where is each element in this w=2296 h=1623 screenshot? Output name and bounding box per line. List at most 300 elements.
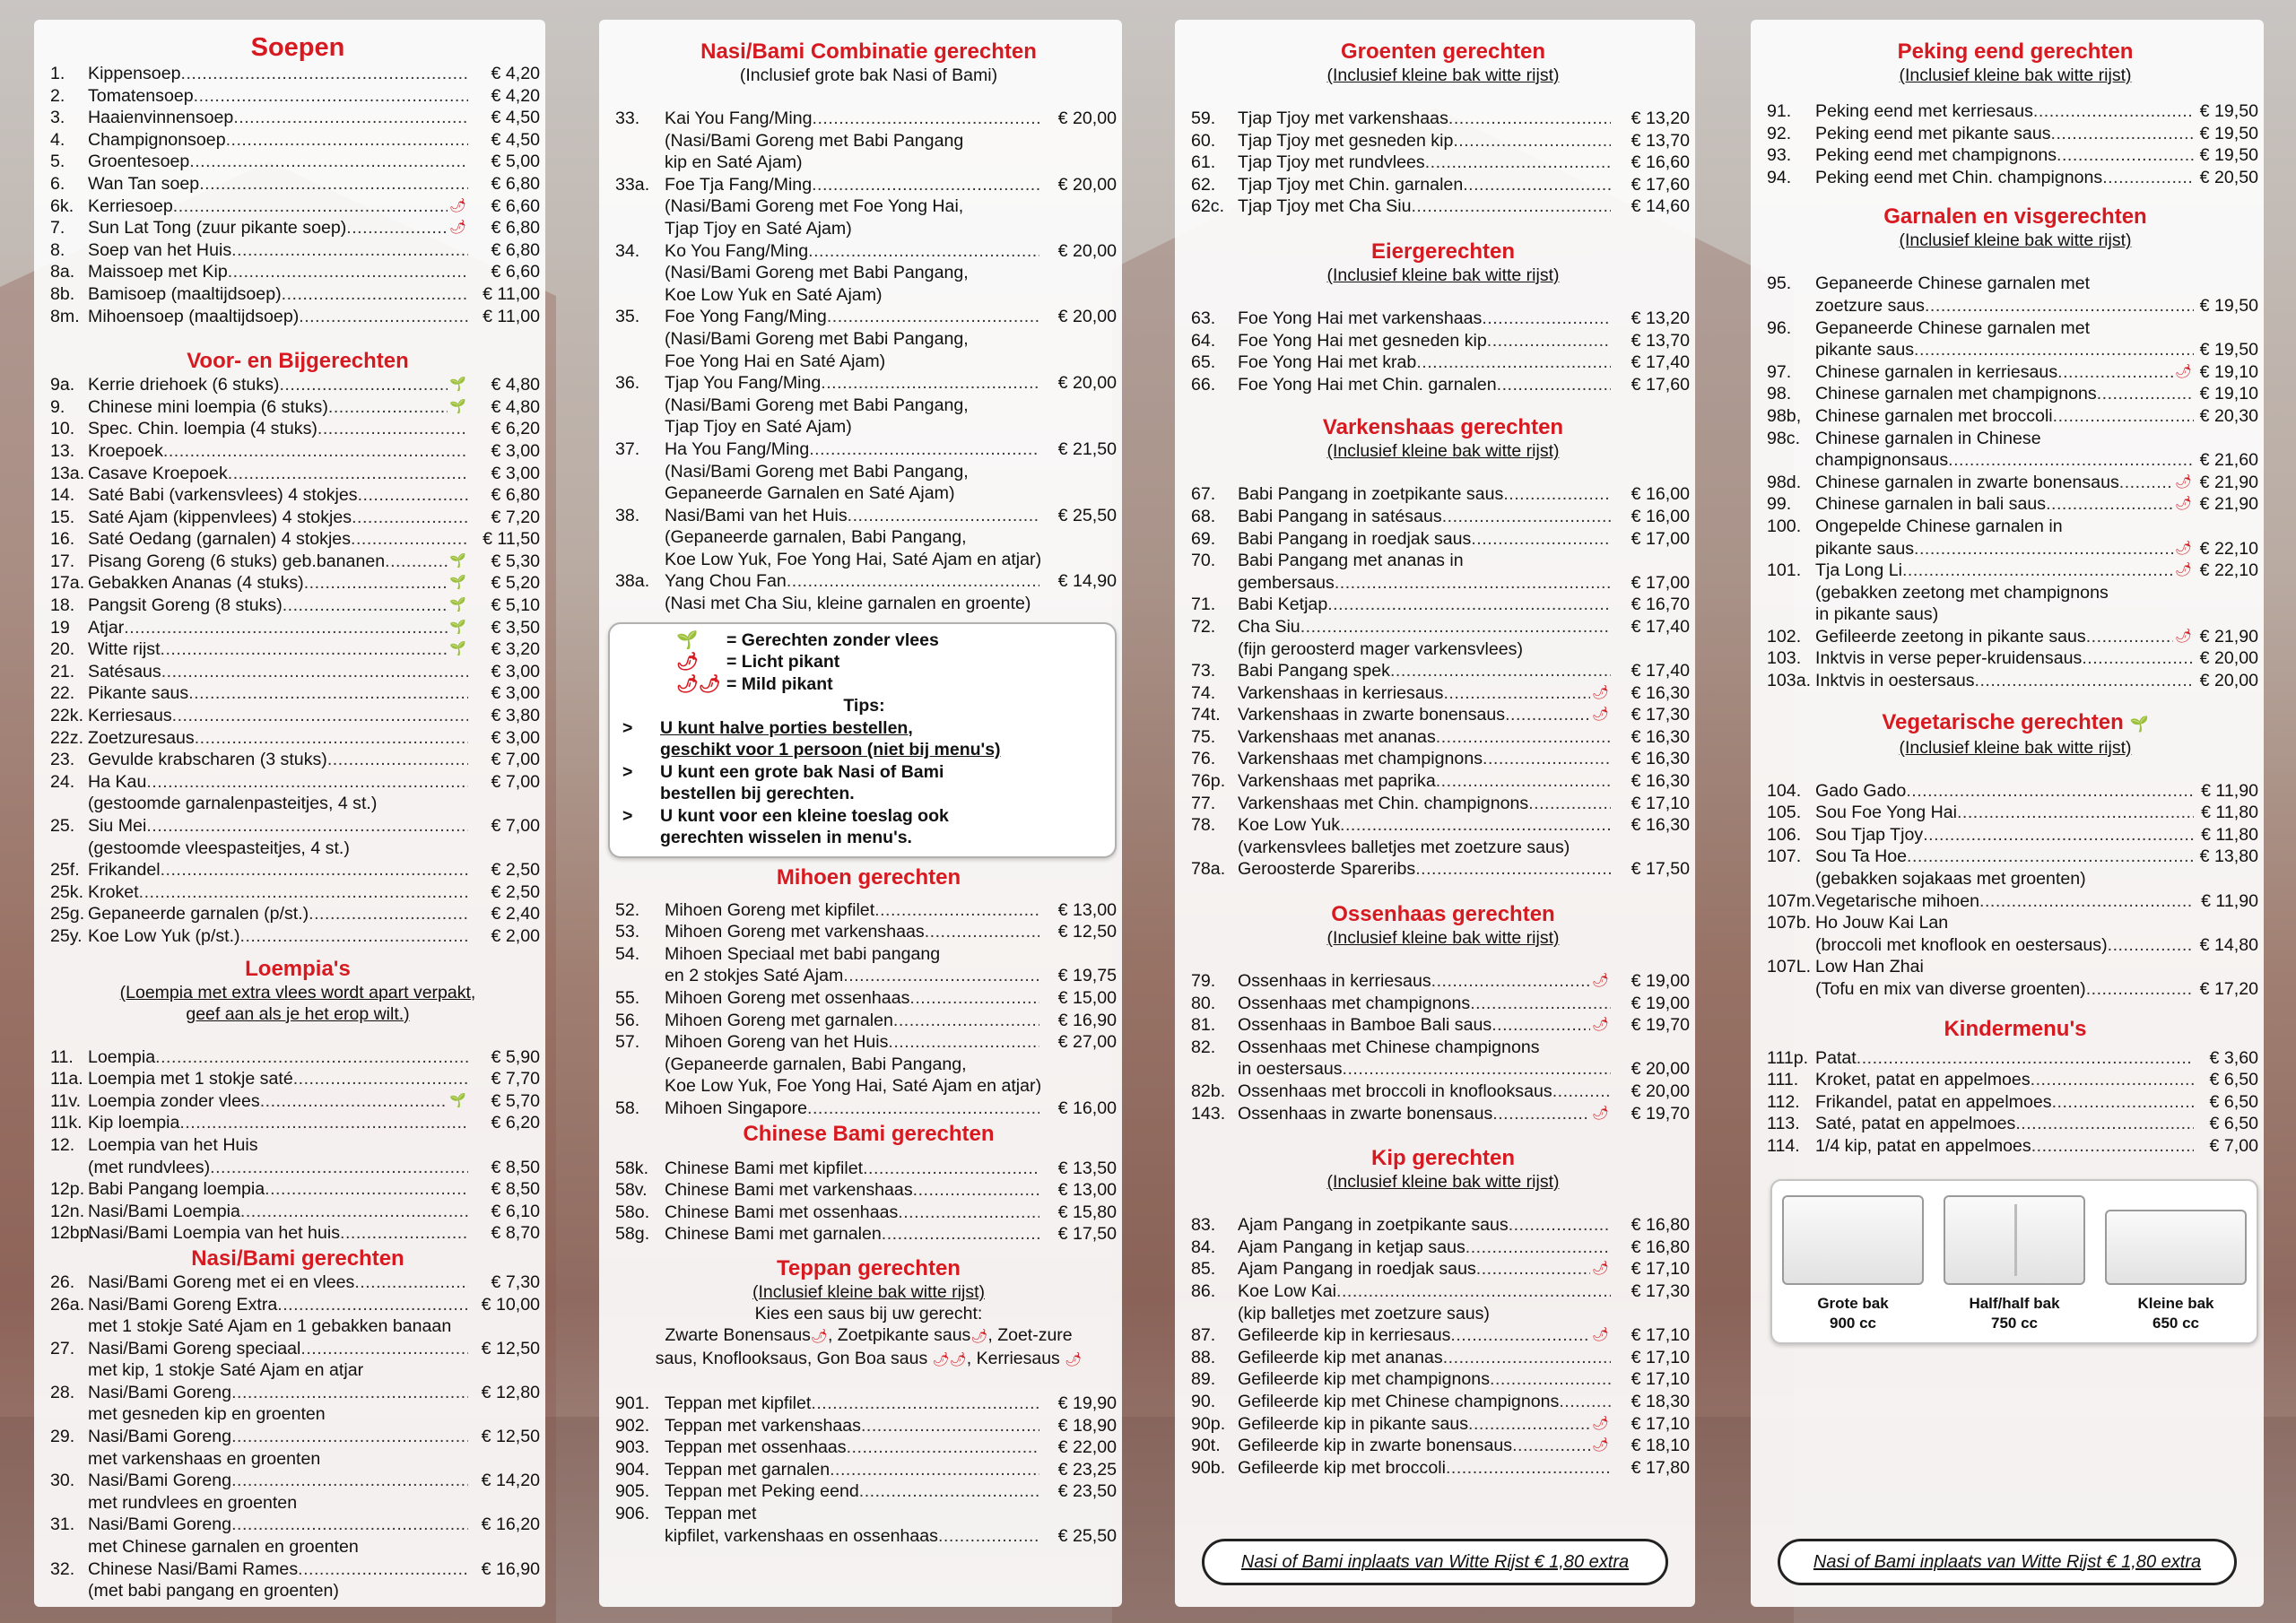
item-price: € 15,00 <box>1057 988 1117 1009</box>
item-price: € 16,30 <box>1631 682 1690 703</box>
item-number: 8a. <box>50 262 75 282</box>
item-number: 25y. <box>50 925 83 946</box>
list-soepen <box>50 63 545 327</box>
dot-leader <box>1411 195 1611 218</box>
item-price: € 13,00 <box>1057 899 1117 920</box>
dot-leader <box>231 1514 468 1536</box>
item-price: € 16,30 <box>1631 771 1690 792</box>
section-title-varkens: Varkenshaas gerechten <box>1322 415 1564 440</box>
item-number: 902. <box>615 1415 650 1436</box>
item-number: 97. <box>1767 361 1792 382</box>
item-price: € 13,00 <box>1057 1180 1117 1201</box>
dot-leader <box>1443 1347 1611 1369</box>
menu-item <box>615 306 1122 328</box>
item-price: € 6,80 <box>491 173 540 194</box>
menu-item <box>1191 993 1695 1015</box>
pepper-icon: 🌶 <box>2174 473 2192 490</box>
menu-item <box>1191 1368 1695 1391</box>
menu-item <box>615 284 1122 307</box>
item-name: Chinese mini loempia (6 stuks) <box>88 396 328 417</box>
menu-item <box>1767 167 2264 189</box>
dot-leader <box>1468 1413 1590 1436</box>
tip-1: > U kunt halve porties bestellen, geschikt voor 1 persoon (niet bij menu's) <box>622 717 1001 760</box>
dot-leader <box>199 173 468 195</box>
item-price: € 20,00 <box>1057 240 1117 261</box>
item-price: € 25,50 <box>1057 1525 1117 1546</box>
item-number: 4. <box>50 129 65 150</box>
menu-item <box>615 218 1122 240</box>
item-price: € 19,10 <box>2199 361 2258 382</box>
item-number: 78. <box>1191 815 1216 836</box>
item-number: 17a. <box>50 573 85 594</box>
item-number: 112. <box>1767 1091 1800 1112</box>
item-price: € 4,50 <box>491 129 540 150</box>
menu-item <box>50 528 545 551</box>
menu-item <box>615 152 1122 174</box>
item-number: 106. <box>1767 824 1802 845</box>
item-name: Gefileerde kip met broccoli <box>1238 1457 1446 1478</box>
item-number: 58g. <box>615 1224 650 1245</box>
item-number: 27. <box>50 1338 75 1358</box>
list-combi <box>615 108 1122 615</box>
item-price: € 7,00 <box>491 771 540 792</box>
item-name: Ho Jouw Kai Lan <box>1815 913 1949 933</box>
dot-leader <box>1446 1457 1611 1480</box>
menu-item <box>1191 1037 1695 1059</box>
item-number: 82. <box>1191 1037 1216 1057</box>
item-price: € 14,60 <box>1631 196 1690 217</box>
pepper-icon: 🌶 <box>2174 628 2192 644</box>
item-price: € 7,30 <box>491 1271 540 1292</box>
item-number: 58o. <box>615 1202 650 1222</box>
menu-item <box>50 705 545 727</box>
menu-item <box>50 1536 545 1558</box>
item-price: € 16,30 <box>1631 726 1690 747</box>
item-number: 91. <box>1767 101 1792 121</box>
dot-leader <box>298 1558 468 1581</box>
item-name: Nasi/Bami Goreng <box>88 1382 232 1402</box>
menu-item <box>1191 308 1695 330</box>
item-number: 25k. <box>50 881 84 902</box>
dot-leader <box>1957 802 2194 824</box>
item-name: Mihoensoep (maaltijdsoep) <box>88 306 300 326</box>
item-number: 11k. <box>50 1113 83 1133</box>
item-name: Babi Pangang met ananas in <box>1238 551 1464 571</box>
dot-leader <box>317 418 468 440</box>
item-number <box>1191 1303 1238 1325</box>
item-name: Groentesoep <box>88 152 190 172</box>
item-name: met kip, 1 stokje Saté Ajam en atjar <box>88 1360 364 1381</box>
item-number: 11. <box>50 1046 74 1067</box>
item-price: € 5,10 <box>491 595 540 616</box>
menu-item <box>50 661 545 683</box>
menu-item <box>615 965 1122 987</box>
item-price: € 14,90 <box>1057 571 1117 592</box>
item-name: Tjap Tjoy met rundvlees <box>1238 152 1425 173</box>
item-name: Witte rijst <box>88 639 161 660</box>
dot-leader <box>352 507 468 529</box>
item-name: Kroepoek <box>88 440 163 461</box>
menu-item <box>615 328 1122 351</box>
item-number: 59. <box>1191 108 1216 128</box>
dot-leader <box>2086 978 2194 1001</box>
list-groenten <box>1191 108 1695 218</box>
menu-item <box>615 174 1122 196</box>
dot-leader <box>1436 726 1611 749</box>
teppan-sauces-1: Zwarte Bonensaus🌶, Zoetpikante saus🌶, Zoet-zure <box>665 1324 1073 1345</box>
menu-item <box>1191 528 1695 551</box>
item-name: Saté Oedang (garnalen) 4 stokjes <box>88 529 351 550</box>
leaf-icon: 🌱 <box>2129 715 2149 733</box>
item-price: € 18,90 <box>1057 1415 1117 1436</box>
item-price: € 16,00 <box>1631 484 1690 505</box>
menu-item <box>615 195 1122 218</box>
dot-leader <box>2097 383 2194 405</box>
leaf-icon: 🌱 <box>449 575 466 591</box>
item-name: Geroosterde Spareribs <box>1238 859 1416 880</box>
item-price: € 16,00 <box>1631 506 1690 526</box>
menu-item <box>1191 174 1695 196</box>
item-price: € 16,30 <box>1631 749 1690 769</box>
menu-item <box>1767 978 2264 1001</box>
section-title-teppan: Teppan gerechten <box>777 1255 961 1280</box>
item-name: Peking eend met champignons <box>1815 145 2057 166</box>
menu-item <box>50 484 545 507</box>
dot-leader <box>300 1338 468 1360</box>
item-number <box>615 965 665 987</box>
item-name: Chinese garnalen in bali saus <box>1815 494 2047 515</box>
item-number: 82b. <box>1191 1081 1226 1101</box>
item-price: € 13,20 <box>1631 108 1690 128</box>
dot-leader <box>813 108 1040 130</box>
item-number: 7. <box>50 218 65 239</box>
menu-item <box>1191 572 1695 595</box>
dot-leader <box>1471 528 1611 551</box>
menu-item <box>50 638 545 661</box>
item-price: € 19,00 <box>1631 971 1690 992</box>
pepper-icon: 🌶 <box>448 220 466 236</box>
item-number: 77. <box>1191 793 1216 813</box>
menu-item <box>1767 339 2264 361</box>
dot-leader <box>2102 167 2194 189</box>
item-name: (Nasi/Bami Goreng met Babi Pangang <box>665 130 964 151</box>
menu-item <box>615 1480 1122 1503</box>
item-number <box>1767 339 1815 361</box>
item-name: Gefileerde kip met Chinese champignons <box>1238 1391 1560 1411</box>
section-title-peking: Peking eend gerechten <box>1897 39 2134 64</box>
section-sub-kip: (Inclusief kleine bak witte rijst) <box>1326 1172 1560 1193</box>
dot-leader <box>1923 824 2194 846</box>
item-name: Teppan met varkenshaas <box>665 1415 861 1436</box>
item-name: Ossenhaas in kerriesaus <box>1238 971 1431 992</box>
dot-leader <box>2052 1091 2194 1114</box>
item-number <box>50 1315 88 1338</box>
menu-item <box>1767 1113 2264 1135</box>
menu-item <box>50 1222 545 1245</box>
item-price: € 20,00 <box>2199 671 2258 691</box>
item-number <box>50 1157 88 1179</box>
item-price: € 16,80 <box>1631 1237 1690 1257</box>
dot-leader <box>830 1459 1039 1481</box>
dot-leader <box>938 1525 1039 1548</box>
dot-leader <box>226 129 468 152</box>
item-number <box>1767 582 1815 604</box>
item-price: € 20,00 <box>1631 1081 1690 1101</box>
item-number: 68. <box>1191 506 1216 526</box>
menu-item <box>50 838 545 860</box>
item-name: Tjap Tjoy met varkenshaas <box>1238 108 1448 128</box>
item-price: € 17,40 <box>1631 352 1690 373</box>
menu-item <box>50 1090 545 1113</box>
item-number <box>1767 538 1815 560</box>
item-name: Babi Ketjap <box>1238 595 1328 615</box>
dot-leader <box>787 570 1039 593</box>
item-name: Varkenshaas in zwarte bonensaus <box>1238 705 1506 725</box>
item-name: Nasi/Bami Goreng <box>88 1515 232 1535</box>
dot-leader <box>861 1415 1039 1437</box>
dot-leader <box>2057 144 2194 167</box>
item-price: € 6,10 <box>491 1201 540 1221</box>
list-cbami <box>615 1158 1122 1245</box>
item-price: € 20,50 <box>2199 167 2258 187</box>
section-title-eier: Eiergerechten <box>1370 239 1516 264</box>
item-name: Atjar <box>88 617 125 638</box>
list-varkens <box>1191 483 1695 881</box>
item-number: 143. <box>1191 1103 1226 1124</box>
item-price: € 3,00 <box>491 440 540 461</box>
item-price: € 16,00 <box>1057 1098 1117 1118</box>
item-number: 85. <box>1191 1259 1216 1280</box>
item-name: Mihoen Singapore <box>665 1098 808 1118</box>
item-number: 25g. <box>50 904 85 924</box>
item-name: Inktvis in oestersaus <box>1815 671 1975 691</box>
item-name: (Nasi/Bami Goreng met Foe Yong Hai, <box>665 196 964 217</box>
menu-item <box>50 793 545 815</box>
pepper-icon: 🌶 <box>1591 1017 1609 1033</box>
item-name: Ossenhaas in zwarte bonensaus <box>1238 1103 1493 1124</box>
menu-item <box>1767 405 2264 428</box>
item-name: Low Han Zhai <box>1815 957 1924 977</box>
item-name: Teppan met kipfilet <box>665 1393 812 1413</box>
list-kinder <box>1767 1047 2264 1158</box>
menu-item <box>1191 616 1695 638</box>
item-number: 12p. <box>50 1179 85 1200</box>
item-name: Varkenshaas met Chin. champignons <box>1238 793 1529 813</box>
item-name: Satésaus <box>88 661 161 681</box>
item-name: Mihoen Goreng van het Huis <box>665 1032 889 1053</box>
item-name: Chinese Nasi/Bami Rames <box>88 1558 299 1579</box>
item-price: € 17,00 <box>1631 572 1690 593</box>
menu-item <box>615 395 1122 417</box>
item-name: Gefileerde kip in zwarte bonensaus <box>1238 1436 1513 1456</box>
item-name: (Nasi/Bami Goreng met Babi Pangang, <box>665 263 969 283</box>
item-price: € 18,10 <box>1631 1436 1690 1456</box>
list-voor <box>50 374 545 947</box>
dot-leader <box>2108 934 2194 957</box>
item-name: Ha You Fang/Ming <box>665 438 810 459</box>
item-price: € 17,10 <box>1631 1413 1690 1434</box>
item-name: Inktvis in verse peper-kruidensaus <box>1815 648 2083 669</box>
menu-item <box>1191 1237 1695 1259</box>
item-price: € 16,80 <box>1631 1215 1690 1236</box>
leaf-icon: 🌱 <box>449 398 466 414</box>
item-number: 34. <box>615 240 640 261</box>
item-price: € 13,50 <box>1057 1158 1117 1178</box>
item-price: € 12,50 <box>481 1427 540 1447</box>
item-number: 19 <box>50 617 70 638</box>
menu-item <box>1767 560 2264 582</box>
dot-leader <box>1335 572 1611 595</box>
list-teppan <box>615 1393 1122 1547</box>
item-name: Ossenhaas met champignons <box>1238 993 1471 1013</box>
menu-item <box>1191 1258 1695 1280</box>
dot-leader <box>1487 330 1611 352</box>
item-number: 58k. <box>615 1158 649 1178</box>
item-name: champignonsaus <box>1815 450 1949 471</box>
menu-item <box>50 283 545 306</box>
item-price: € 16,90 <box>1057 1010 1117 1030</box>
section-title-mihoen: Mihoen gerechten <box>776 864 961 890</box>
item-price: € 16,30 <box>1631 815 1690 836</box>
menu-item <box>50 261 545 283</box>
item-price: € 19,70 <box>1631 1103 1690 1124</box>
item-number <box>615 1075 665 1098</box>
pepper-icon: 🌶 <box>2174 496 2192 512</box>
menu-item <box>615 987 1122 1010</box>
item-number: 28. <box>50 1382 75 1402</box>
item-name: Foe Yong Hai en Saté Ajam) <box>665 351 886 371</box>
item-name: Sou Ta Hoe <box>1815 846 1908 867</box>
item-number <box>615 130 665 152</box>
item-name: Ossenhaas met broccoli in knoflooksaus <box>1238 1081 1552 1101</box>
menu-item <box>1767 890 2264 913</box>
dot-leader <box>293 1068 468 1090</box>
item-number: 104. <box>1767 780 1802 801</box>
menu-item <box>50 507 545 529</box>
menu-item <box>1767 802 2264 824</box>
menu-item <box>50 815 545 838</box>
menu-item <box>1767 1135 2264 1158</box>
item-number <box>615 262 665 284</box>
dot-leader <box>893 1010 1039 1032</box>
dot-leader <box>283 595 448 617</box>
item-number: 8m. <box>50 306 80 326</box>
item-name: Nasi/Bami Goreng speciaal <box>88 1338 301 1358</box>
list-garnalen <box>1767 273 2264 691</box>
item-name: kipfilet, varkenshaas en ossenhaas <box>665 1525 938 1546</box>
item-name: Maissoep met Kip <box>88 262 228 282</box>
item-price: € 19,50 <box>2199 145 2258 166</box>
item-number: 8b. <box>50 283 75 304</box>
item-price: € 12,80 <box>481 1382 540 1402</box>
dot-leader <box>1902 560 2173 582</box>
item-price: € 4,80 <box>491 375 540 395</box>
dot-leader <box>231 239 468 262</box>
dot-leader <box>228 261 468 283</box>
dot-leader <box>346 217 448 239</box>
item-number: 74. <box>1191 682 1216 703</box>
item-number: 65. <box>1191 352 1216 373</box>
section-sub-varkens: (Inclusief kleine bak witte rijst) <box>1326 441 1560 462</box>
dot-leader <box>1948 449 2194 472</box>
menu-item <box>1767 934 2264 957</box>
dot-leader <box>1914 339 2194 361</box>
menu-item <box>1767 1091 2264 1114</box>
item-number <box>50 1580 88 1602</box>
item-number: 8. <box>50 239 65 260</box>
dot-leader <box>1925 295 2194 317</box>
dot-leader <box>1390 660 1611 682</box>
dot-leader <box>1443 682 1590 705</box>
item-price: € 20,00 <box>1057 373 1117 394</box>
item-number: 98d. <box>1767 472 1802 492</box>
item-name: Ha Kau <box>88 771 147 792</box>
item-number <box>50 1536 88 1558</box>
menu-item <box>50 572 545 595</box>
item-name: Teppan met garnalen <box>665 1459 831 1480</box>
item-price: € 11,90 <box>2201 890 2258 911</box>
dot-leader <box>1492 1103 1590 1125</box>
dot-leader <box>179 1112 468 1134</box>
dot-leader <box>882 1223 1039 1245</box>
menu-item <box>1191 550 1695 572</box>
item-name: Chinese Bami met garnalen <box>665 1224 882 1245</box>
item-price: € 11,50 <box>483 529 540 550</box>
item-name: Mihoen Goreng met kipfilet <box>665 899 875 920</box>
dot-leader <box>807 1098 1039 1120</box>
dot-leader <box>1453 130 1611 152</box>
item-name: Mihoen Goreng met ossenhaas <box>665 988 910 1009</box>
item-name: Mihoen Speciaal met babi pangang <box>665 943 941 964</box>
section-title-nasibami: Nasi/Bami gerechten <box>191 1245 404 1271</box>
item-price: € 25,50 <box>1057 505 1117 525</box>
leaf-icon: 🌱 <box>449 597 466 613</box>
item-price: € 17,40 <box>1631 616 1690 637</box>
dot-leader <box>1425 152 1611 174</box>
dot-leader <box>925 921 1039 943</box>
dot-leader <box>2053 405 2194 428</box>
dot-leader <box>811 1393 1039 1415</box>
item-price: € 19,50 <box>2199 101 2258 121</box>
item-number <box>50 793 88 815</box>
dot-leader <box>1907 846 2194 868</box>
item-price: € 19,50 <box>2199 295 2258 316</box>
item-price: € 23,25 <box>1057 1459 1117 1480</box>
menu-item <box>50 1271 545 1294</box>
dot-leader <box>1431 970 1590 993</box>
menu-item <box>1767 516 2264 538</box>
menu-item <box>1767 846 2264 868</box>
item-name: Siu Mei <box>88 816 147 836</box>
menu-item <box>1191 1058 1695 1081</box>
item-name: Koe Low Yuk <box>1238 815 1341 836</box>
menu-item <box>615 570 1122 593</box>
item-name: Foe Yong Hai met krab <box>1238 352 1417 373</box>
container-large: Grote bak 900 cc <box>1777 1195 1929 1333</box>
leaf-icon: 🌱 <box>449 1092 466 1108</box>
menu-item <box>615 416 1122 438</box>
menu-item <box>1191 1014 1695 1037</box>
menu-item <box>50 551 545 573</box>
item-name: Koe Low Kai <box>1238 1280 1337 1301</box>
item-name: Koe Low Yuk (p/st.) <box>88 925 240 946</box>
dot-leader <box>1340 814 1611 837</box>
item-name: Sun Lat Tong (zuur pikante soep) <box>88 218 347 239</box>
item-name: Nasi/Bami van het Huis <box>665 505 848 525</box>
dot-leader <box>139 881 468 904</box>
section-title-garnalen: Garnalen en visgerechten <box>1883 204 2147 230</box>
menu-item <box>50 1448 545 1471</box>
